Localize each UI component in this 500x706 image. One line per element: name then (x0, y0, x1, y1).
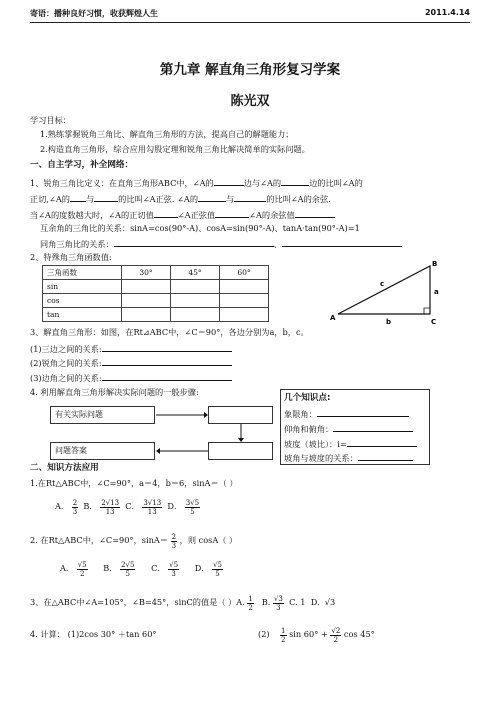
q3-text: 3、解直角三角形：如图，在Rt⊿ABC中，∠C＝90°，各边分别为a，b，c。 (30, 327, 309, 337)
knowledge-box (280, 389, 430, 465)
section1-heading: 一、自主学习，补全网络： (30, 160, 134, 170)
problem-2-options: A． $\frac{√5}{2}$ B． $\frac{2√5}{5}$ C． $\frac{√5}{3}$ D． $\frac{√5}{5}$ (60, 560, 222, 578)
label-B: B (432, 260, 438, 268)
label-A: A (330, 314, 336, 322)
problem-2: 2. 在Rt△ABC中，∠C=90°，sinA＝ $\frac{2}{3}$ ，则 cosA（ ） (30, 532, 238, 550)
flow-start-box: 有关实际问题 (50, 406, 155, 424)
header-date: 2011.4.14 (424, 8, 470, 17)
q1-line1: 1、锐角三角比定义：在直角三角形ABC中，∠A的 边与∠A的 边的比叫∠A的 (30, 178, 363, 188)
label-c: c (380, 280, 385, 288)
header-motto: 寄语：播种良好习惯，收获辉煌人生 (30, 9, 158, 18)
knowledge-item-angle: 仰角和俯角： (284, 422, 413, 435)
section2-heading: 二、知识方法应用 (30, 463, 99, 473)
table-header-30: 30° (122, 266, 171, 280)
table-header-func: 三角函数 (43, 266, 122, 280)
table-row: tan (43, 308, 269, 322)
q1-line2: 正切,∠A的 与 的比叫∠A正弦. ∠A的 与 的比叫∠A的余弦. (30, 194, 331, 204)
knowledge-title: 几个知识点: (284, 393, 331, 403)
knowledge-item-quadrant: 象限角： (284, 407, 409, 420)
author-name: 陈光双 (230, 94, 270, 109)
problem-1-options: A． $\frac{2}{3}$ B． $\frac{2√13}{13}$ C． $\frac{3√13}{13}$ D． $\frac{3√5}{5}$ (55, 498, 200, 516)
goal-item-2: 2.构造直角三角形，综合应用勾股定理和锐角三角比解决简单的实际问题。 (40, 144, 310, 154)
q1-line4: 互余角的三角比的关系：sinA=cos(90°-A)、cosA=sin(90°-A)、tanA·tan(90°-A)=1 (40, 223, 360, 233)
q3-item-3: (3)边角之间的关系: (30, 371, 232, 384)
right-triangle-figure (330, 258, 450, 326)
problem-4-part2: (2) $\frac{1}{2}$ sin 60° + $\frac{√2}{2}$ cos 45° (258, 626, 375, 644)
label-a: a (434, 288, 439, 296)
q4-text: 4. 利用解直角三角形解决实际问题的一般步骤: (30, 387, 199, 397)
page-header (30, 8, 470, 23)
problem-4: 4. 计算： (1)2cos 30° ＋tan 60° (30, 629, 157, 639)
label-b: b (386, 318, 392, 326)
special-angle-table (42, 265, 269, 322)
knowledge-item-relation: 坡角与坡度的关系： (284, 451, 413, 464)
problem-3: 3、在△ABC中∠A=105°，∠B=45°，sinC的值是（ ）A. $\frac{1}{2}$ B. $\frac{√3}{3}$ C. 1 D. √3 (30, 594, 336, 612)
problem-1: 1.在Rt△ABC中，∠C=90°，a＝4，b＝6，sinA＝（ ） (30, 478, 238, 488)
flow-arrows (150, 404, 280, 464)
table-row: cos (43, 294, 269, 308)
table-header-45: 45° (171, 266, 220, 280)
page-title: 第九章 解直角三角形复习学案 (159, 62, 341, 78)
q2-text: 2、特殊角三角函数值: (30, 252, 112, 262)
goals-heading: 学习目标： (30, 115, 71, 125)
flow-end-box: 问题答案 (50, 442, 155, 460)
q1-line3: 当∠A的度数越大时，∠A的正切值 ∠A正弦值 ∠A的余弦值 (30, 208, 335, 221)
q3-item-1: (1)三边之间的关系: (30, 342, 232, 355)
label-C: C (431, 318, 437, 326)
table-row: sin (43, 280, 269, 294)
goal-item-1: 1.熟练掌握锐角三角比、解直角三角形的方法，提高自己的解题能力； (40, 129, 294, 139)
q1-line5: 同角三角比的关系： 、 (40, 237, 402, 250)
knowledge-item-slope: 坡度（坡比）：i= (284, 437, 417, 450)
q3-item-2: (2)锐角之间的关系: (30, 356, 232, 369)
table-header-60: 60° (220, 266, 269, 280)
